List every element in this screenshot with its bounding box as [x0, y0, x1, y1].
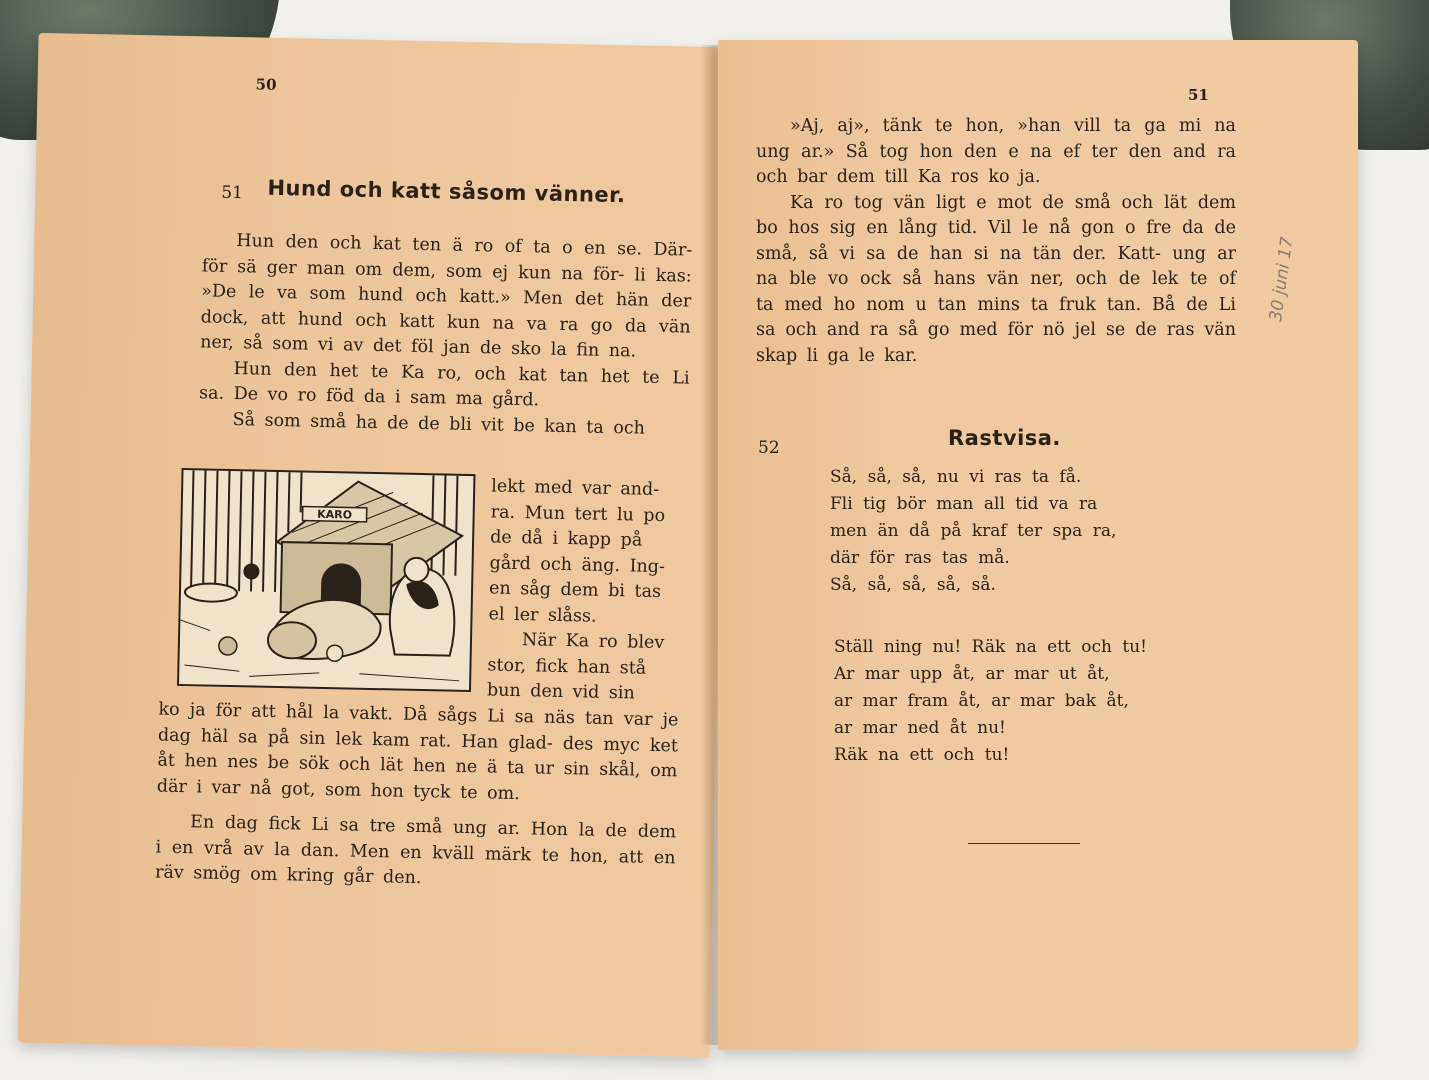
- body-text-bottom: [155, 698, 679, 897]
- wrapped-line: el ler slåss.: [488, 603, 597, 627]
- verse-line: ar mar ned åt nu!: [834, 718, 1006, 738]
- wrapped-line: stor, fick han stå: [487, 654, 647, 679]
- verse-line: Räk na ett och tu!: [834, 745, 1010, 765]
- wrapped-line: ra. Mun tert lu po: [490, 501, 666, 526]
- wrapped-line: gård och äng. Ing-: [489, 552, 666, 577]
- body-text: [756, 114, 1236, 369]
- verse-line: Fli tig bör man all tid va ra: [830, 494, 1098, 514]
- verse-stanza-1: [830, 464, 1116, 599]
- paragraph: Ka ro tog vän ligt e mot de små och lät dem bo hos sig en lång tid. Vil le nå gon o fre da de små, så vi sa de han si na tän der. Katt- ung ar na ble vo ock så hans vän ner, och de lek te of ta med ho nom u tan mins ta fruk tan. Bå de Li sa och and ra så go med för nö jel se de ras vän skap li ga le kar.: [756, 192, 1236, 366]
- paragraph: Så som små ha de de bli vit be kan ta och: [232, 409, 646, 439]
- verse-line: Så, så, så, nu vi ras ta få.: [830, 467, 1082, 487]
- illustration-sign: KARO: [317, 507, 353, 522]
- paragraph: Hun den och kat ten ä ro of ta o en se. Där- för sä ger man om dem, som ej kun na för- li kas: »De le va som hund och katt.» Men det hän der dock, att hund och katt kun na va ra go da vän ner, så som vi av det föl jan de sko la fin na.: [199, 231, 693, 362]
- wrapped-line: en såg dem bi tas: [488, 578, 662, 603]
- wrapped-text: [487, 474, 688, 708]
- pencil-note: 30 juni 17: [1266, 235, 1298, 323]
- paragraph: »Aj, aj», tänk te hon, »han vill ta ga mi na ung ar.» Så tog hon den e na ef ter den and ra och bar dem till Ka ros ko ja.: [756, 116, 1236, 187]
- body-text-top: [198, 228, 692, 442]
- left-page: [17, 33, 730, 1057]
- verse-line: men än då på kraf ter spa ra,: [830, 521, 1117, 541]
- verse-line: där för ras tas må.: [830, 548, 1010, 568]
- section-number: 52: [758, 438, 780, 458]
- wrapped-line: lekt med var and-: [491, 476, 660, 500]
- verse-stanza-2: [834, 634, 1147, 769]
- wrapped-line: När Ka ro blev: [521, 630, 665, 654]
- end-rule: [968, 843, 1080, 844]
- page-number: 51: [1188, 86, 1209, 104]
- paragraph: ko ja för att hål la vakt. Då sågs Li sa näs tan var je dag häl sa på sin lek kam rat. Han glad- des myc ket åt hen nes be sök och lät hen ne ä ta ur sin skål, om där i var nå got, som hon tyck te om.: [156, 699, 679, 804]
- paragraph: En dag fick Li sa tre små ung ar. Hon la de dem i en vrå av la dan. Men en kväll märk te hon, att en räv smög om kring går den.: [154, 812, 677, 889]
- right-page: [718, 40, 1358, 1050]
- section-title: Rastvisa.: [948, 426, 1061, 450]
- section-number: 51: [221, 182, 244, 204]
- dog-cat-illustration: [177, 468, 476, 692]
- paragraph: Hun den het te Ka ro, och kat tan het te Li sa. De vo ro föd da i sam ma gård.: [198, 358, 690, 411]
- page-number: 50: [255, 75, 277, 94]
- wrapped-line: bun den vid sin: [486, 680, 635, 704]
- wrapped-line: de då i kapp på: [489, 527, 643, 551]
- verse-line: ar mar fram åt, ar mar bak åt,: [834, 691, 1129, 711]
- verse-line: Ar mar upp åt, ar mar ut åt,: [834, 664, 1110, 684]
- verse-line: Ställ ning nu! Räk na ett och tu!: [834, 637, 1148, 657]
- verse-line: Så, så, så, så, så.: [830, 575, 996, 595]
- section-title: Hund och katt såsom vänner.: [267, 175, 626, 208]
